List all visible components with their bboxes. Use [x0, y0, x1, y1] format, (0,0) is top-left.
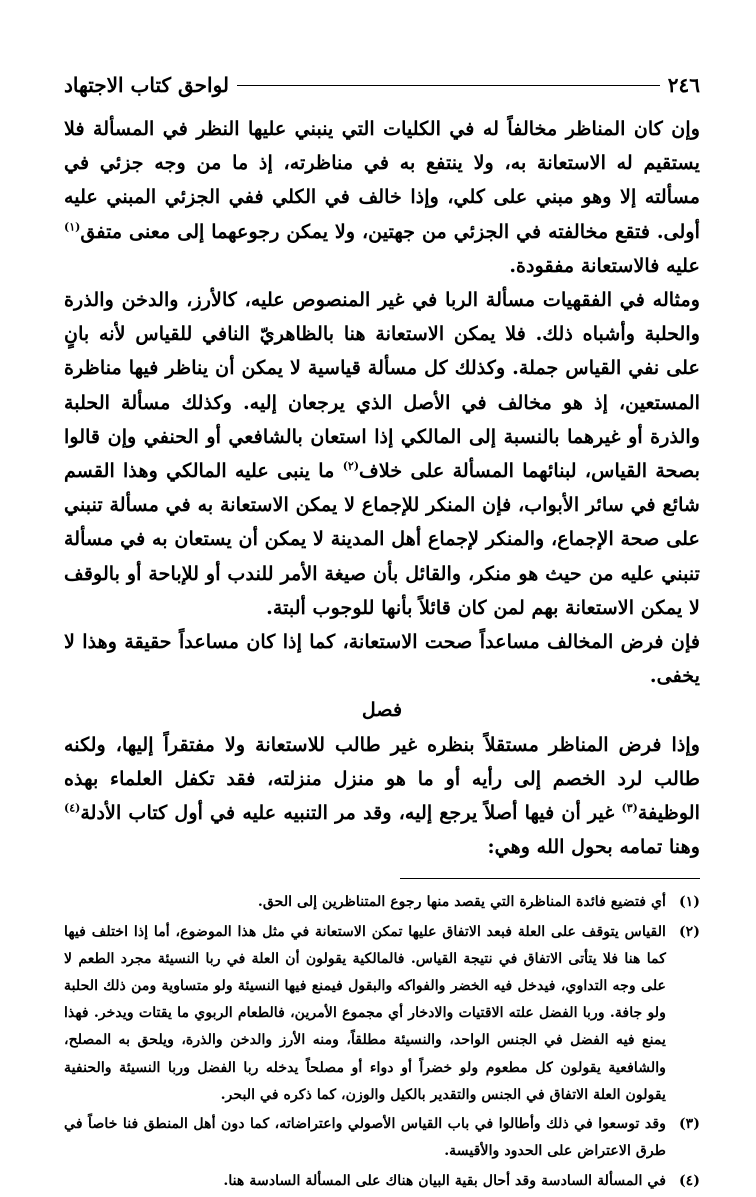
main-text [64, 112, 700, 864]
footnote-text: في المسألة السادسة وقد أحال بقية البيان هناك على المسألة السادسة هنا. [223, 1172, 666, 1189]
paragraph-2: ومثاله في الفقهيات مسألة الربا في غير المنصوص عليه، كالأرز، والدخن والذرة والحلبة وأشباه ذلك. فلا يمكن الاستعانة هنا بالظاهريّ النافي للقياس لأنه بانٍ على نفي القياس جملة. وكذلك كل مسألة قياسية لا يمكن أن يناظر فيها مناظرة المستعين، إذ هو مخالف في الأصل الذي يرجعان إليه. وكذلك مسألة الحلبة والذرة أو غيرهما بالنسبة إلى المالكي إذا استعان بالشافعي أو الحنفي وإن قالوا بصحة القياس، لبنائهما المسألة على خلاف$^{(٢)}$ ما ينبى عليه المالكي وهذا القسم شائع في سائر الأبواب، فإن المنكر للإجماع لا يمكن الاستعانة به في مسألة تنبني على صحة الإجماع، والمنكر لإجماع أهل المدينة لا يمكن أن يستعان به في مسألة تنبني عليه من حيث هو منكر، والقائل بأن صيغة الأمر للندب أو للإباحة أو بالوقف لا يمكن الاستعانة بهم لمن كان قائلاً بأنها للوجوب ألبتة. [64, 288, 700, 619]
footnote-text: القياس يتوقف على العلة فبعد الاتفاق عليها تمكن الاستعانة في مثل هذا الموضوع، أما إذا اختلف فيها كما هنا فلا يتأتى الاتفاق في نتيجة القياس. فالمالكية يقولون أن العلة في ربا النسيئة مجرد الطعم لا على وجه التداوي، فيدخل فيه الخضر والفواكه والبقول فيمنع فيها النسيئة ولو متساوية ومن ذلك الحلبة ولو جافة. وربا الفضل علته الاقتيات والادخار أي مجموع الأمرين، فالطعام الربوي ما يقتات ويدخر. فهذا يمنع فيه الفضل في الجنس الواحد، والنسيئة مطلقاً، ومنه الأرز والدخن والذرة، ويلحق به المصلح، والشافعية يقولون كل مطعوم ولو خضراً أو دواء أو مصلحاً يدخله ربا الفضل وربا النسيئة والحنفية يقولون العلة الاتفاق في الجنس والتقدير بالكيل والوزن، كما ذكره في البحر. [64, 923, 666, 1103]
running-title: لواحق كتاب الاجتهاد [64, 73, 230, 97]
footnotes [64, 889, 700, 1194]
book-page [64, 68, 700, 1197]
footnote-text: وقد توسعوا في ذلك وأطالوا في باب القياس الأصولي واعتراضاته، كما دون أهل المنطق فنا خاصاً في طرق الاعتراض على الحدود والأقيسة. [64, 1116, 666, 1160]
section-heading: فصل [361, 698, 403, 722]
page-number: ٢٤٦ [667, 73, 700, 97]
footnote-number: (٣) [678, 1116, 700, 1133]
footnote-ref-4: (٤) [64, 801, 81, 815]
footnote-2 [64, 919, 700, 1109]
paragraph-3: فإن فرض المخالف مساعداً صحت الاستعانة، كما إذا كان مساعداً حقيقة وهذا لا يخفى. [64, 630, 700, 688]
footnote-ref-1: (١) [64, 220, 81, 234]
footnote-number: (١) [678, 894, 700, 911]
page-header [64, 68, 700, 102]
footnote-4 [64, 1168, 700, 1195]
header-rule [237, 85, 660, 86]
footnote-number: (٤) [678, 1172, 700, 1189]
footnote-text: أي فتضيع فائدة المناظرة التي يقصد منها رجوع المتناظرين إلى الحق. [257, 894, 666, 911]
footnote-number: (٢) [678, 923, 700, 940]
footnote-1 [64, 889, 700, 916]
footnote-ref-3: (٣) [621, 801, 638, 815]
footnote-3 [64, 1111, 700, 1165]
footnote-ref-2: (٢) [342, 459, 360, 473]
paragraph-1: وإن كان المناظر مخالفاً له في الكليات التي ينبني عليها النظر في المسألة فلا يستقيم له الاستعانة به، ولا ينتفع به في مناظرته، إذ ما من وجه جزئي في مسألته إلا وهو مبني على كلي، وإذا خالف في الكلي ففي الجزئي المبني عليه أولى. فتقع مخالفته في الجزئي من جهتين، ولا يمكن رجوعهما إلى معنى متفق$^{(١)}$ عليه فالاستعانة مفقودة. [64, 117, 700, 277]
section-paragraph: وإذا فرض المناظر مستقلاً بنظره غير طالب للاستعانة ولا مفتقراً إليها، ولكنه طالب لرد الخصم إلى رأيه أو ما هو منزل منزلته، فقد تكفل العلماء بهذه الوظيفة$^{(٣)}$ غير أن فيها أصلاً يرجع إليه، وقد مر التنبيه عليه في أول كتاب الأدلة$^{(٤)}$ وهنا تمامه بحول الله وهي: [64, 732, 700, 859]
footnote-divider [400, 878, 700, 879]
